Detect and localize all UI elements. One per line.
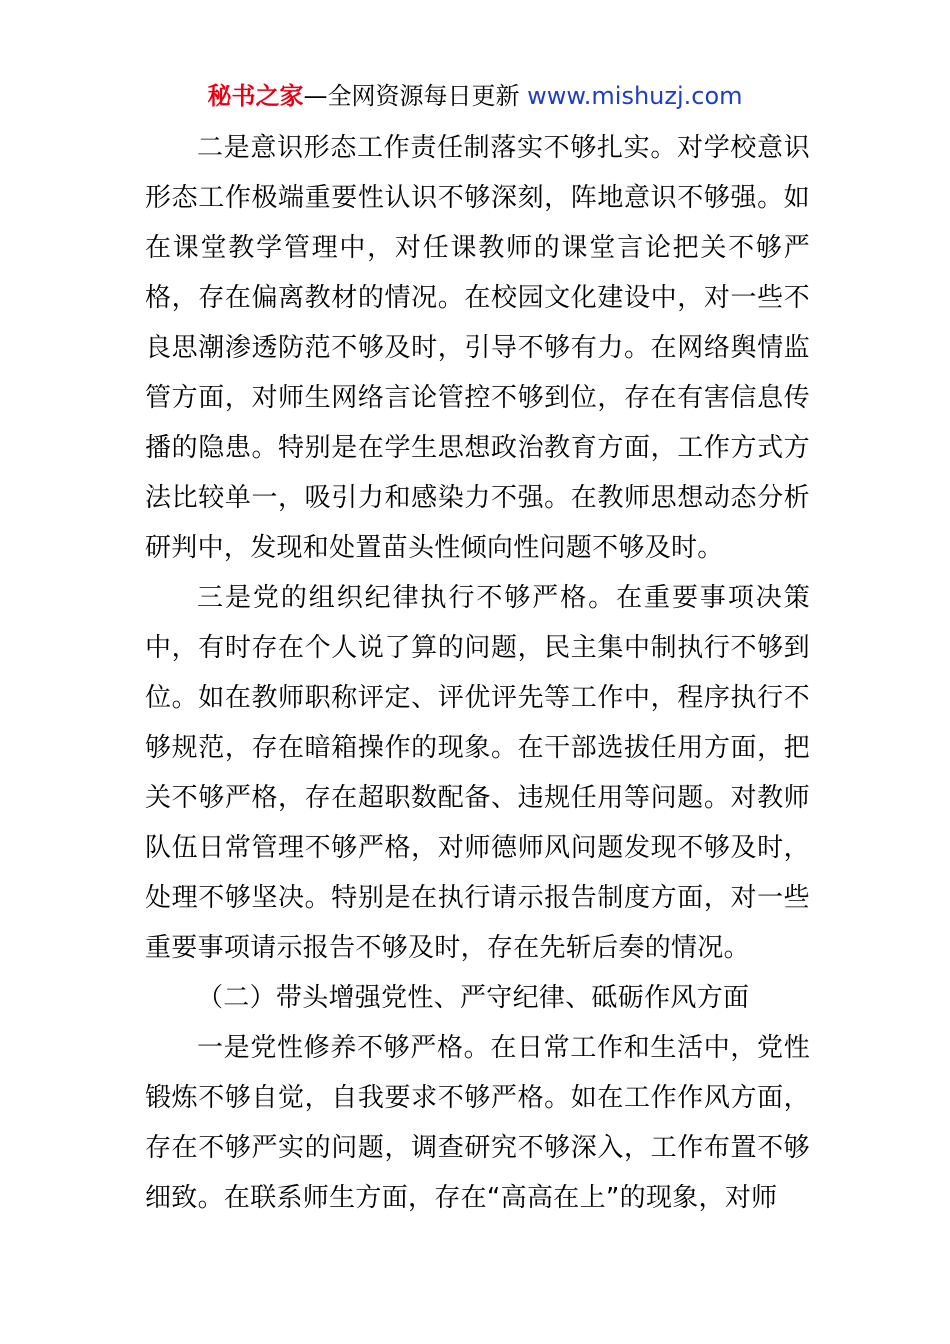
paragraph-discipline: 三是党的组织纪律执行不够严格。在重要事项决策中，有时存在个人说了算的问题，民主集中制执行不够到位。如在教师职称评定、评优评先等工作中，程序执行不够规范，存在暗箱操作的现象。在干部选拔任用方面，把关不够严格，存在超职数配备、违规任用等问题。对教师队伍日常管理不够严格，对师德师风问题发现不够及时，处理不够坚决。特别是在执行请示报告制度方面，对一些重要事项请示报告不够及时，存在先斩后奏的情况。 [145,583,810,963]
section-heading: （二）带头增强党性、严守纪律、砥砺作风方面 [197,983,750,1013]
paragraph-party-spirit: 一是党性修养不够严格。在日常工作和生活中，党性锻炼不够自觉，自我要求不够严格。如在工作作风方面，存在不够严实的问题，调查研究不够深入，工作布置不够细致。在联系师生方面，存在“高高在上”的现象，对师 [145,1033,810,1213]
document-body [145,123,810,1223]
site-tagline: 全网资源每日更新 [327,82,520,110]
site-url-link[interactable]: www.mishuzj.com [527,82,743,110]
banner-separator: — [303,82,328,110]
site-brand: 秘书之家 [207,82,304,110]
site-banner [0,78,950,114]
paragraph-ideology: 二是意识形态工作责任制落实不够扎实。对学校意识形态工作极端重要性认识不够深刻，阵地意识不够强。如在课堂教学管理中，对任课教师的课堂言论把关不够严格，存在偏离教材的情况。在校园文化建设中，对一些不良思潮渗透防范不够及时，引导不够有力。在网络舆情监管方面，对师生网络言论管控不够到位，存在有害信息传播的隐患。特别是在学生思想政治教育方面，工作方式方法比较单一，吸引力和感染力不强。在教师思想动态分析研判中，发现和处置苗头性倾向性问题不够及时。 [145,133,810,563]
